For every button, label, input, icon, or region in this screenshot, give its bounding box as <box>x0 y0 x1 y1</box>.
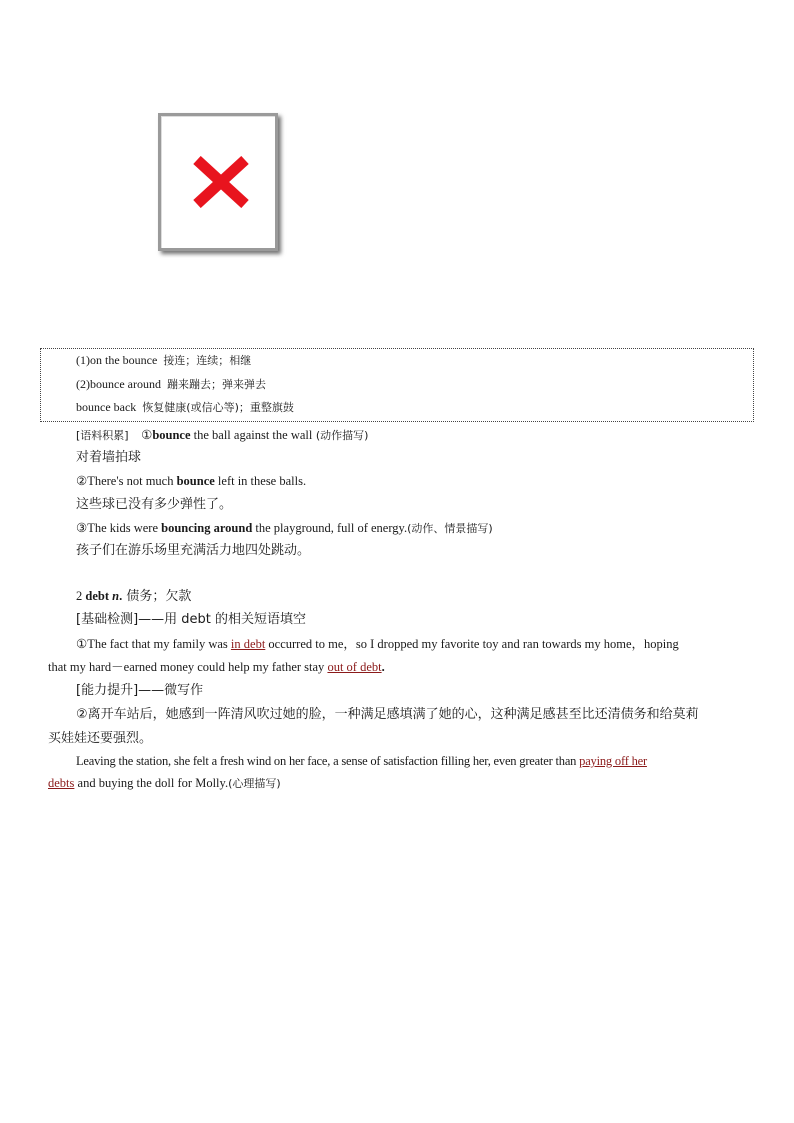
phrase-3-en: bounce back <box>76 400 137 414</box>
q2-zh-line1: ②离开车站后，她感到一阵清风吹过她的脸，一种满足感填满了她的心，这种满足感甚至比还清债务和给莫莉 <box>76 707 699 722</box>
debt-meaning: 债务；欠款 <box>122 589 192 604</box>
accum-label: [语料积累] <box>76 429 129 442</box>
q2-answer-a: paying off her <box>579 754 647 768</box>
q1-answer-2: out of debt <box>327 660 382 674</box>
phrase-2-en: (2)bounce around <box>76 377 161 391</box>
check-label: [基础检测]——用 debt 的相关短语填空 <box>76 612 307 627</box>
ex3-tag: (动作、情景描写) <box>407 522 493 535</box>
ex3-zh: 孩子们在游乐场里充满活力地四处跳动。 <box>76 543 311 558</box>
broken-image-icon <box>193 156 249 208</box>
q1-a: ①The fact that my family was <box>76 637 231 651</box>
broken-image-placeholder <box>158 113 278 251</box>
ex1-zh: 对着墙拍球 <box>76 450 142 465</box>
ex2-zh: 这些球已没有多少弹性了。 <box>76 497 233 512</box>
ex2-rest: left in these balls. <box>214 474 307 488</box>
ex3-pre: ③The kids were <box>76 521 162 535</box>
debt-word: debt <box>85 589 109 603</box>
ex1-tag: (动作描写) <box>312 429 369 442</box>
accum-example-3 <box>76 520 493 537</box>
ex2-pre: ②There's not much <box>76 474 177 488</box>
accum-example-2 <box>76 473 306 489</box>
debt-heading <box>76 588 191 605</box>
debt-pos: n <box>109 589 120 603</box>
ex3-rest: the playground, full of energy. <box>252 521 408 535</box>
ex3-bold: bouncing around <box>161 521 253 535</box>
ex1-bold: bounce <box>152 428 191 442</box>
phrase-2 <box>76 376 266 393</box>
ex1-rest: the ball against the wall <box>190 428 313 442</box>
phrase-1 <box>76 352 251 369</box>
q2-answer-b: debts <box>48 776 75 790</box>
improve-label: [能力提升]——微写作 <box>76 683 204 698</box>
q2-en2: and buying the doll for Molly. <box>74 776 229 790</box>
phrase-1-en: (1)on the bounce <box>76 353 158 367</box>
phrase-3-zh: 恢复健康(或信心等)；重整旗鼓 <box>142 401 294 414</box>
phrase-3 <box>76 399 294 416</box>
debt-dot: . <box>119 589 123 603</box>
q2-en-line1 <box>76 753 647 769</box>
debt-num: 2 <box>76 589 86 603</box>
phrase-1-zh: 接连；连续；相继 <box>163 354 252 367</box>
q2-tag: (心理描写) <box>228 777 281 790</box>
q1-end: . <box>381 660 385 674</box>
q2-en-line2 <box>48 775 281 792</box>
q1-b: occurred to me，so I dropped my favorite toy and ran towards my home，hoping <box>265 637 679 651</box>
ex1-num: ① <box>141 428 153 442</box>
debt-q1-line2 <box>48 659 385 675</box>
q1-c: that my hard－earned money could help my father stay <box>48 660 328 674</box>
ex2-bold: bounce <box>176 474 215 488</box>
phrase-2-zh: 蹦来蹦去；弹来弹去 <box>166 378 266 391</box>
q2-zh-line2: 买娃娃还要强烈。 <box>48 731 153 746</box>
debt-q1-line1 <box>76 636 679 652</box>
q1-answer-1: in debt <box>230 637 266 651</box>
accum-example-1 <box>76 427 368 444</box>
q2-en1: Leaving the station, she felt a fresh wind on her face, a sense of satisfaction filling her, even greater than <box>76 754 580 768</box>
